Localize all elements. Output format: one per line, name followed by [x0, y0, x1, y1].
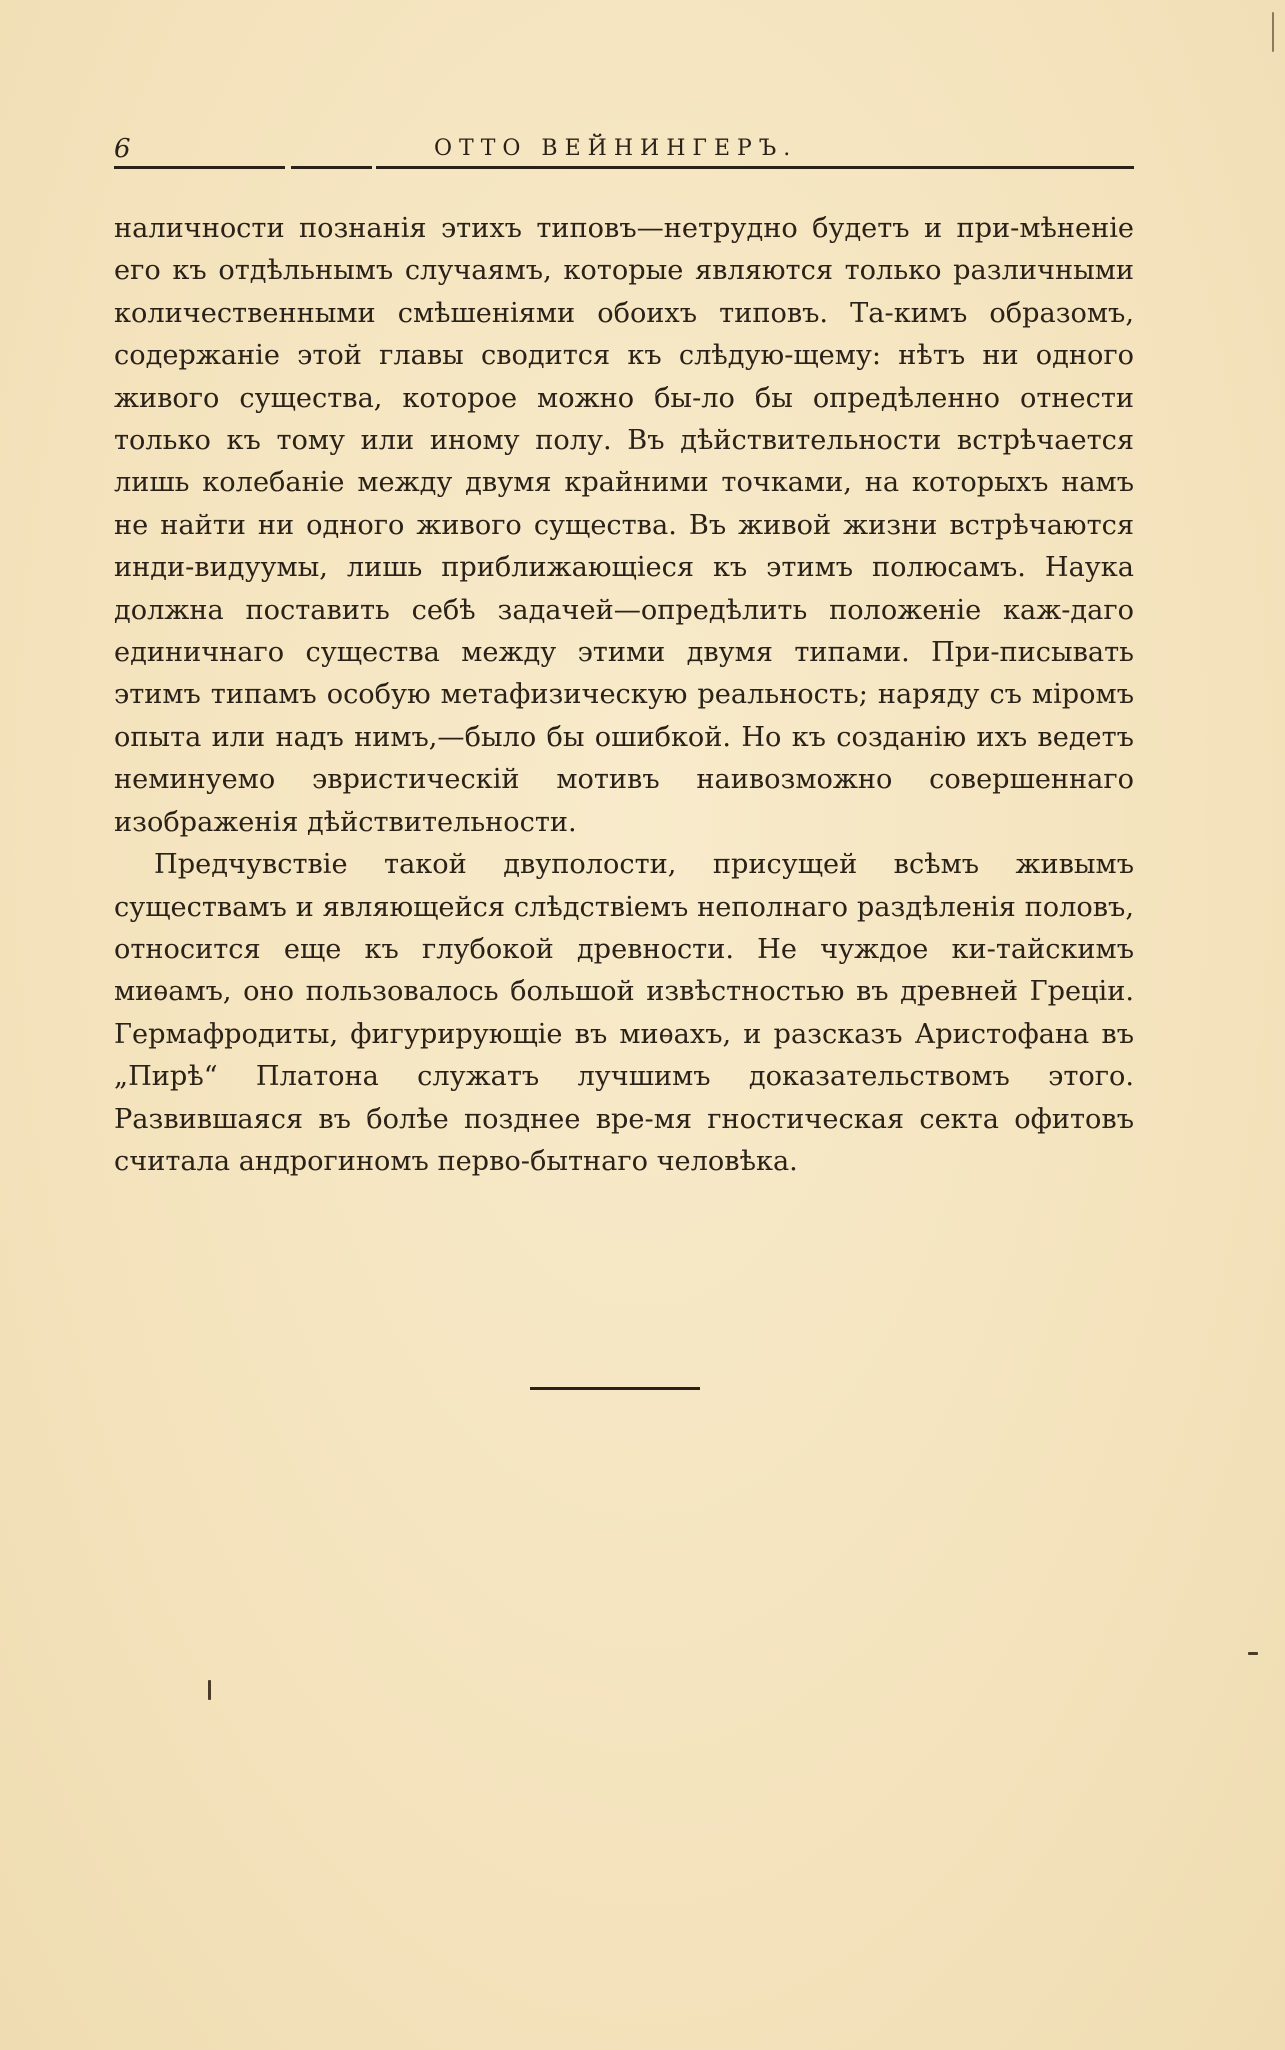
paragraph: Предчувствіе такой двуполости, присущей всѣмъ живымъ существамъ и являющейся слѣдствіемъ неполнаго раздѣленія половъ, относится еще къ глубокой древности. Не чуждое ки-тайскимъ миѳамъ, оно пользовалось большой извѣстностью въ древней Греціи. Гермафродиты, фигурирующіе въ миѳахъ, и разсказъ Аристофана въ „Пирѣ“ Платона служатъ лучшимъ доказательствомъ этого. Развившаяся въ болѣе позднее вре-мя гностическая секта офитовъ считала андрогиномъ перво-бытнаго человѣка. [114, 849, 1134, 1177]
paragraph-continuation: наличности познанія этихъ типовъ—нетрудно будетъ и при-мѣненіе его къ отдѣльнымъ случаямъ, которые являются только различными количественными смѣшеніями обоихъ типовъ. Та-кимъ образомъ, содержаніе этой главы сводится къ слѣдую-щему: нѣтъ ни одного живого существа, которое можно бы-ло бы опредѣленно отнести только къ тому или иному полу. Въ дѣйствительности встрѣчается лишь колебаніе между двумя крайними точками, на которыхъ намъ не найти ни одного живого существа. Въ живой жизни встрѣчаются инди-видуумы, лишь приближающіеся къ этимъ полюсамъ. Наука должна поставить себѣ задачей—опредѣлить положеніе каж-даго единичнаго существа между этими двумя типами. При-писывать этимъ типамъ особую метафизическую реальность; наряду съ міромъ опыта или надъ нимъ,—было бы ошибкой. Но къ созданію ихъ ведетъ неминуемо эвристическій мотивъ наивозможно совершеннаго изображенія дѣйствительности. [114, 213, 1134, 838]
header-rule-break [285, 165, 291, 170]
section-end-rule [530, 1387, 700, 1390]
paper-speck [1248, 1652, 1258, 1655]
page-number: 6 [114, 134, 131, 164]
header-rule-break [372, 165, 376, 170]
header-rule [114, 166, 1134, 169]
running-title: ОТТО ВЕЙНИНГЕРЪ. [434, 136, 798, 161]
paper-speck [1272, 12, 1274, 52]
body-text [114, 208, 1134, 1183]
paper-speck [208, 1680, 211, 1700]
page-header [114, 134, 1134, 168]
